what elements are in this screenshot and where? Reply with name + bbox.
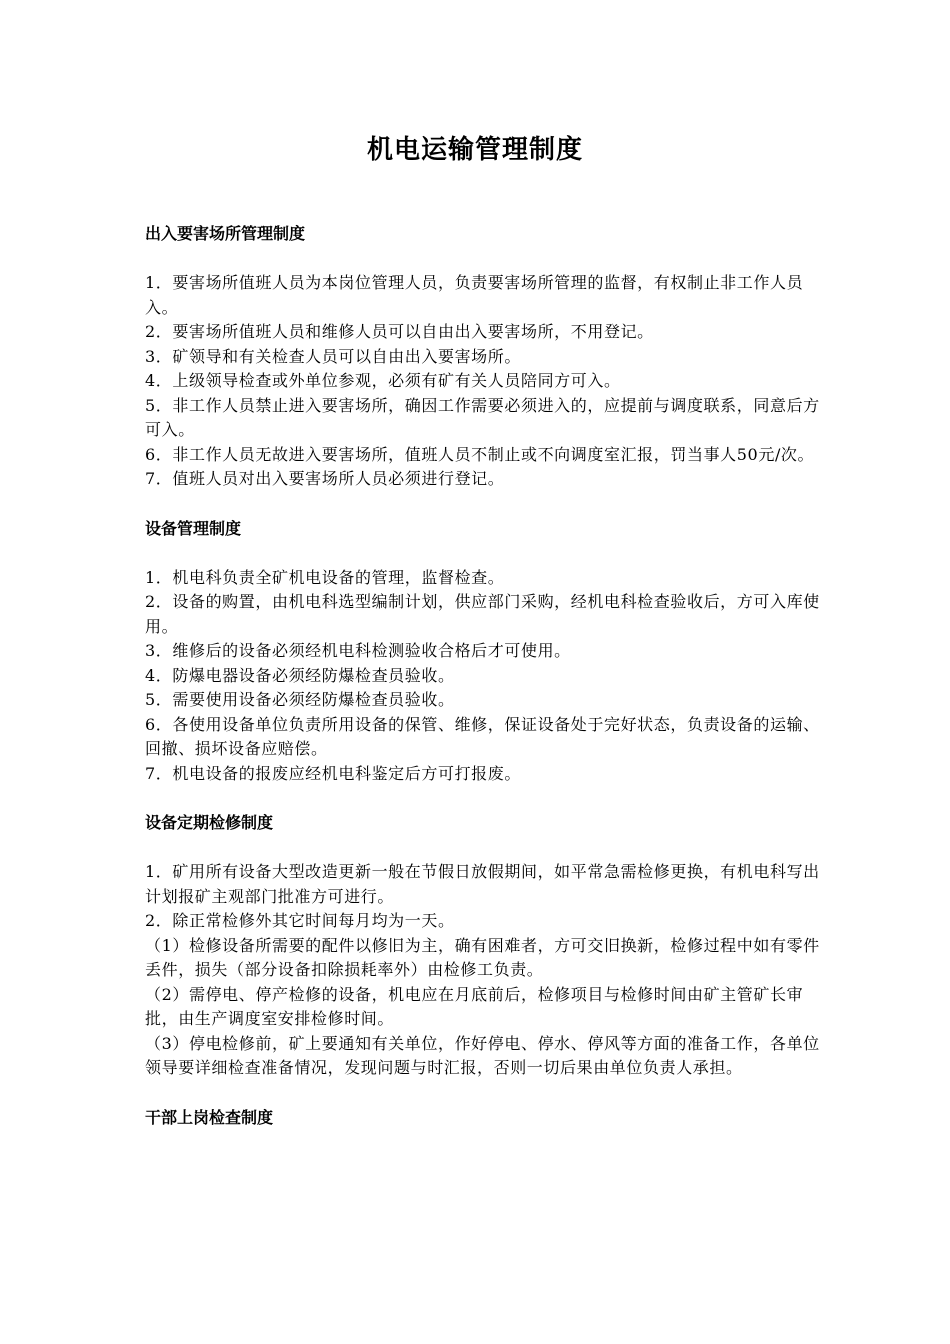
section-heading: 干部上岗检查制度 xyxy=(145,1107,274,1127)
section-heading: 设备管理制度 xyxy=(145,518,242,538)
paragraph: 4．防爆电器设备必须经防爆检查员验收。 xyxy=(145,665,455,685)
paragraph: 1．机电科负责全矿机电设备的管理，监督检查。 xyxy=(145,567,505,587)
section-heading: 出入要害场所管理制度 xyxy=(145,224,306,243)
paragraph: （3）停电检修前，矿上要通知有关单位，作好停电、停水、停风等方面的准备工作，各单位领导要详细检查准备情况，发现问题与时汇报，否则一切后果由单位负责人承担。 xyxy=(145,1033,820,1077)
paragraph: 2．要害场所值班人员和维修人员可以自由出入要害场所，不用登记。 xyxy=(145,322,654,341)
paragraph: 1．矿用所有设备大型改造更新一般在节假日放假期间，如平常急需检修更换，有机电科写出计划报矿主观部门批准方可进行。 xyxy=(145,862,820,906)
section-access-control xyxy=(145,222,825,492)
paragraph: 7．机电设备的报废应经机电科鉴定后方可打报废。 xyxy=(145,763,521,783)
paragraph: 3．维修后的设备必须经机电科检测验收合格后才可使用。 xyxy=(145,641,571,660)
paragraph: 6．非工作人员无故进入要害场所，值班人员不制止或不向调度室汇报，罚当事人50元/次。 xyxy=(145,444,815,464)
section-equipment-management xyxy=(145,517,825,787)
section-body xyxy=(145,566,825,787)
paragraph: 2．除正常检修外其它时间每月均为一天。 xyxy=(145,911,455,930)
section-cadre-inspection xyxy=(145,1106,825,1130)
paragraph: 4．上级领导检查或外单位参观，必须有矿有关人员陪同方可入。 xyxy=(145,371,621,390)
section-heading: 设备定期检修制度 xyxy=(145,813,274,832)
paragraph: 5．需要使用设备必须经防爆检查员验收。 xyxy=(145,690,455,709)
paragraph: 1．要害场所值班人员为本岗位管理人员，负责要害场所管理的监督，有权制止非工作人员入。 xyxy=(145,273,804,317)
section-body xyxy=(145,271,825,492)
paragraph: 6．各使用设备单位负责所用设备的保管、维修，保证设备处于完好状态，负责设备的运输、回撤、损坏设备应赔偿。 xyxy=(145,714,820,758)
paragraph: （1）检修设备所需要的配件以修旧为主，确有困难者，方可交旧换新，检修过程中如有零件丢件，损失（部分设备扣除损耗率外）由检修工负责。 xyxy=(145,935,820,979)
section-periodic-maintenance xyxy=(145,811,825,1081)
section-body xyxy=(145,860,825,1081)
paragraph: 3．矿领导和有关检查人员可以自由出入要害场所。 xyxy=(145,346,521,366)
paragraph: 5．非工作人员禁止进入要害场所，确因工作需要必须进入的，应提前与调度联系，同意后方可入。 xyxy=(145,395,820,439)
document-title: 机电运输管理制度 xyxy=(366,135,583,165)
document-content xyxy=(145,222,825,1130)
paragraph: 7．值班人员对出入要害场所人员必须进行登记。 xyxy=(145,469,505,488)
paragraph: （2）需停电、停产检修的设备，机电应在月底前后，检修项目与检修时间由矿主管矿长审批，由生产调度室安排检修时间。 xyxy=(145,984,804,1028)
paragraph: 2．设备的购置，由机电科选型编制计划，供应部门采购，经机电科检查验收后，方可入库使用。 xyxy=(145,592,820,636)
